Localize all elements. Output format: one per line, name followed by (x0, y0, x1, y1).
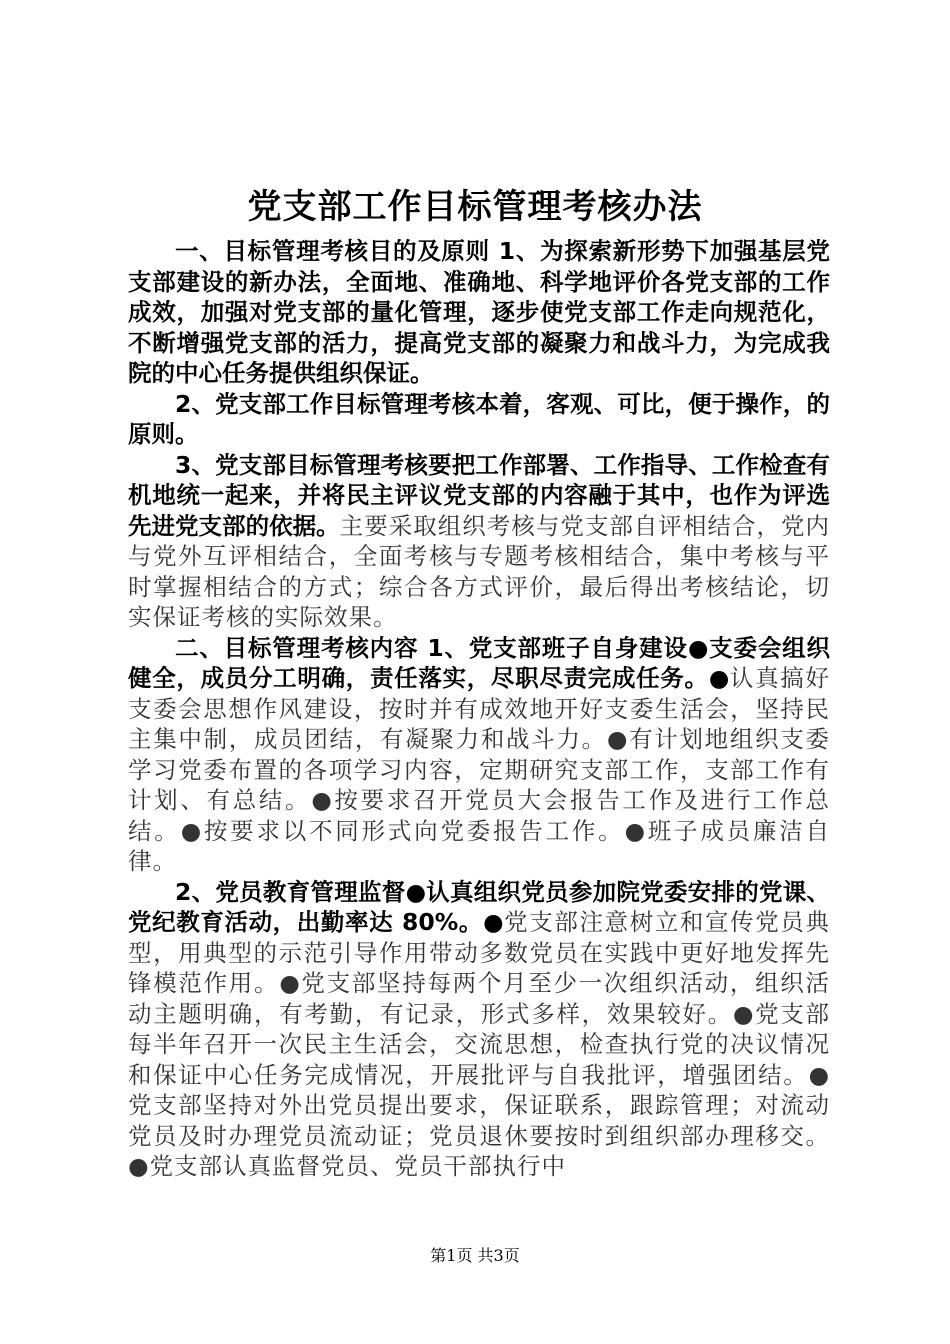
paragraph-4-normal-text: 认真搞好支委会思想作风建设，按时并有成效地开好支委生活会，坚持民主集中制，成员团结，有凝聚力和战斗力。●有计划地组织支委学习党委布置的各项学习内容，定期研究支部工作，支部工作有计划、有总结。●按要求召开党员大会报告工作及进行工作总结。●按要求以不同形式向党委报告工作。●班子成员廉洁自律。 (128, 664, 830, 875)
paragraph-1 (128, 236, 830, 389)
page-number-footer: 第1页 共3页 (430, 1246, 520, 1265)
document-body (128, 236, 830, 1182)
paragraph-4-bold-text: 二、目标管理考核内容 1、党支部班子自身建设●支委会组织健全，成员分工明确，责任落实，尽职尽责完成任务。● (128, 633, 830, 692)
paragraph-2 (128, 389, 830, 450)
paragraph-5-bold-text: 2、党员教育管理监督●认真组织党员参加院党委安排的党课、党纪教育活动，出勤率达 80%。● (128, 877, 830, 936)
paragraph-3-normal-text: 主要采取组织考核与党支部自评相结合，党内与党外互评相结合，全面考核与专题考核相结合，集中考核与平时掌握相结合的方式；综合各方式评价，最后得出考核结论，切实保证考核的实际效果。 (128, 511, 831, 631)
paragraph-5 (128, 877, 830, 1182)
paragraph-3-bold-text: 3、党支部目标管理考核要把工作部署、工作指导、工作检查有机地统一起来，并将民主评议党支部的内容融于其中，也作为评选先进党支部的依据。 (128, 450, 830, 540)
paragraph-2-bold-text: 2、党支部工作目标管理考核本着，客观、可比，便于操作，的原则。 (128, 389, 830, 448)
paragraph-3 (128, 450, 830, 633)
document-title: 党支部工作目标管理考核办法 (247, 187, 703, 227)
paragraph-1-bold-text: 一、目标管理考核目的及原则 1、为探索新形势下加强基层党支部建设的新办法，全面地、准确地、科学地评价各党支部的工作成效，加强对党支部的量化管理，逐步使党支部工作走向规范化，不断增强党支部的活力，提高党支部的凝聚力和战斗力，为完成我院的中心任务提供组织保证。 (128, 237, 830, 387)
paragraph-4 (128, 633, 830, 877)
paragraph-5-normal-text: 党支部注意树立和宣传党员典型，用典型的示范引导作用带动多数党员在实践中更好地发挥先锋模范作用。●党支部坚持每两个月至少一次组织活动，组织活动主题明确，有考勤，有记录，形式多样，效果较好。●党支部每半年召开一次民主生活会，交流思想，检查执行党的决议情况和保证中心任务完成情况，开展批评与自我批评，增强团结。●党支部坚持对外出党员提出要求，保证联系，跟踪管理；对流动党员及时办理党员流动证；党员退休要按时到组织部办理移交。●党支部认真监督党员、党员干部执行中 (128, 908, 831, 1180)
